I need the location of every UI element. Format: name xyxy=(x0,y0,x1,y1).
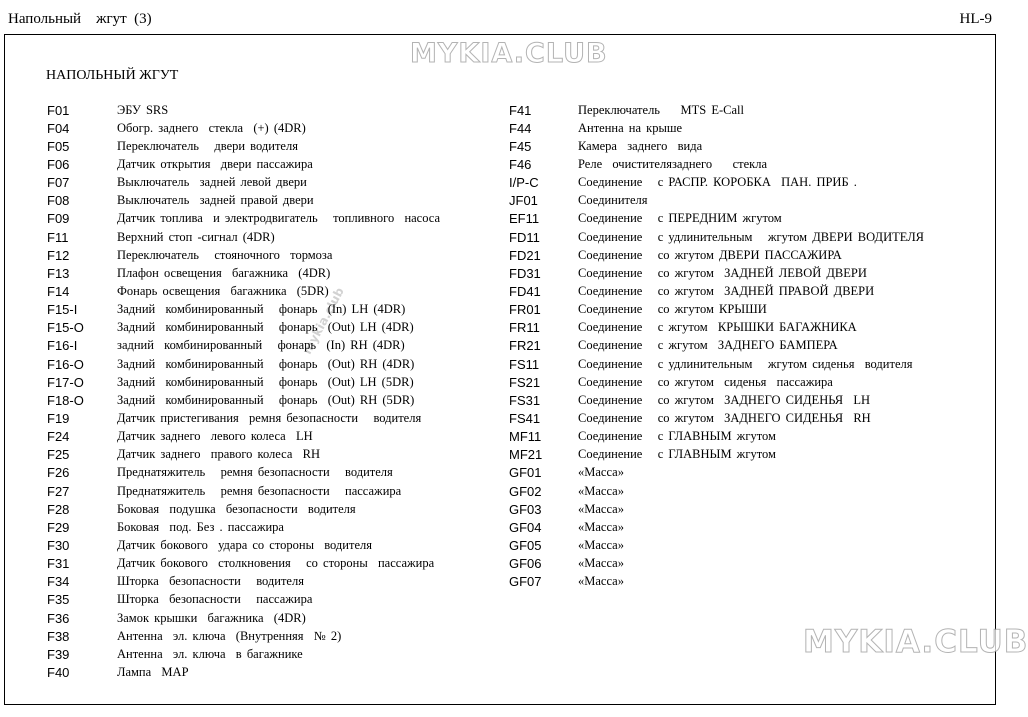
connector-row xyxy=(509,446,979,464)
connector-row xyxy=(509,282,979,300)
connector-description: «Масса» xyxy=(578,465,624,480)
connector-description: Датчик бокового столкновения со стороны пассажира xyxy=(117,556,435,571)
connector-row xyxy=(509,482,979,500)
connector-description: Реле очистителязаднего стекла xyxy=(578,156,768,171)
connector-description: «Масса» xyxy=(578,483,624,498)
connector-description: Соединение с жгутом ЗАДНЕГО БАМПЕРА xyxy=(578,338,838,353)
connector-row xyxy=(47,246,497,264)
connector-code: F36 xyxy=(47,610,70,626)
connector-description: Плафон освещения багажника (4DR) xyxy=(117,265,331,280)
connector-description: Шторка безопасности водителя xyxy=(117,574,304,589)
connector-code: GF07 xyxy=(509,574,542,590)
connector-description: Задний комбинированный фонарь (Out) RH (4DR) xyxy=(117,356,415,371)
connector-code: EF11 xyxy=(509,211,540,227)
connector-code: F17-O xyxy=(47,374,84,390)
connector-description: Боковая под. Без . пассажира xyxy=(117,519,284,534)
connector-code: F12 xyxy=(47,247,70,263)
connector-row xyxy=(47,555,497,573)
connector-description: Выключатель задней правой двери xyxy=(117,193,314,208)
connector-row xyxy=(47,319,497,337)
connector-code: F39 xyxy=(47,646,70,662)
connector-code: F07 xyxy=(47,175,70,191)
connector-row xyxy=(509,319,979,337)
connector-description: Задний комбинированный фонарь (Out) LH (5DR) xyxy=(117,374,414,389)
connector-description: Боковая подушка безопасности водителя xyxy=(117,501,356,516)
connector-row xyxy=(47,591,497,609)
connector-code: MF21 xyxy=(509,447,543,463)
watermark-diagonal: mykia.club xyxy=(300,285,347,357)
connector-code: FS11 xyxy=(509,356,540,372)
connector-code: FD11 xyxy=(509,229,540,245)
connector-description: Обогр. заднего стекла (+) (4DR) xyxy=(117,120,306,135)
connector-row xyxy=(47,500,497,518)
connector-code: F15-O xyxy=(47,320,84,336)
connector-row xyxy=(47,573,497,591)
page-header xyxy=(4,4,996,35)
left-connector-list xyxy=(47,101,497,682)
connector-row xyxy=(47,155,497,173)
connector-description: Выключатель задней левой двери xyxy=(117,175,307,190)
connector-row xyxy=(509,536,979,554)
connector-code: F26 xyxy=(47,465,70,481)
connector-code: GF06 xyxy=(509,556,542,572)
connector-description: Датчик заднего левого колеса LH xyxy=(117,429,313,444)
connector-row xyxy=(47,464,497,482)
connector-code: I/P-C xyxy=(509,175,539,191)
watermark-top: MYKIA.CLUB xyxy=(410,38,608,69)
connector-row xyxy=(509,228,979,246)
connector-description: Шторка безопасности пассажира xyxy=(117,592,313,607)
connector-code: GF03 xyxy=(509,501,542,517)
connector-row xyxy=(509,174,979,192)
connector-row xyxy=(509,500,979,518)
connector-description: задний комбинированный фонарь (In) RH (4DR) xyxy=(117,338,405,353)
connector-row xyxy=(509,555,979,573)
connector-code: F19 xyxy=(47,410,70,426)
connector-description: Датчик бокового удара со стороны водителя xyxy=(117,537,372,552)
connector-code: FR21 xyxy=(509,338,541,354)
connector-code: F16-I xyxy=(47,338,78,354)
connector-description: Соединение со жгутом ЗАДНЕГО СИДЕНЬЯ LH xyxy=(578,392,870,407)
connector-description: «Масса» xyxy=(578,501,624,516)
connector-row xyxy=(47,301,497,319)
connector-description: Переключатель MTS E-Call xyxy=(578,102,744,117)
watermark-bottom: MYKIA.CLUB xyxy=(803,624,1028,660)
connector-code: F25 xyxy=(47,447,70,463)
connector-description: Фонарь освещения багажника (5DR) xyxy=(117,283,329,298)
connector-row xyxy=(509,409,979,427)
connector-description: «Масса» xyxy=(578,537,624,552)
connector-code: F30 xyxy=(47,537,70,553)
connector-code: F06 xyxy=(47,156,70,172)
connector-description: Соединителя xyxy=(578,193,648,208)
connector-row xyxy=(47,609,497,627)
connector-description: Соединение с жгутом КРЫШКИ БАГАЖНИКА xyxy=(578,320,857,335)
connector-row xyxy=(47,428,497,446)
connector-code: F27 xyxy=(47,483,70,499)
connector-row xyxy=(47,645,497,663)
connector-description: Датчик пристегивания ремня безопасности водителя xyxy=(117,410,422,425)
connector-description: Соединение со жгутом ЗАДНЕЙ ПРАВОЙ ДВЕРИ xyxy=(578,283,875,298)
connector-row xyxy=(47,391,497,409)
connector-code: F08 xyxy=(47,193,70,209)
connector-code: F09 xyxy=(47,211,70,227)
section-title: НАПОЛЬНЫЙ ЖГУТ xyxy=(46,68,179,83)
connector-code: F35 xyxy=(47,592,70,608)
connector-description: Соединение со жгутом КРЫШИ xyxy=(578,302,767,317)
connector-code: F28 xyxy=(47,501,70,517)
connector-description: «Масса» xyxy=(578,519,624,534)
connector-code: GF04 xyxy=(509,519,542,535)
connector-row xyxy=(509,264,979,282)
right-connector-list xyxy=(509,101,979,591)
connector-row xyxy=(509,518,979,536)
connector-description: Датчик заднего правого колеса RH xyxy=(117,447,321,462)
connector-row xyxy=(509,464,979,482)
connector-row xyxy=(509,246,979,264)
connector-code: F04 xyxy=(47,120,70,136)
page-code: HL-9 xyxy=(959,11,992,27)
connector-row xyxy=(47,228,497,246)
connector-description: Переключатель стояночного тормоза xyxy=(117,247,333,262)
connector-code: F13 xyxy=(47,265,70,281)
connector-row xyxy=(47,264,497,282)
connector-row xyxy=(47,119,497,137)
connector-description: Камера заднего вида xyxy=(578,138,703,153)
connector-code: FR01 xyxy=(509,302,541,318)
connector-code: F45 xyxy=(509,138,532,154)
connector-row xyxy=(509,137,979,155)
connector-row xyxy=(509,301,979,319)
connector-row xyxy=(47,210,497,228)
connector-code: F15-I xyxy=(47,302,78,318)
connector-code: MF11 xyxy=(509,429,542,445)
connector-row xyxy=(47,174,497,192)
connector-row xyxy=(47,536,497,554)
connector-row xyxy=(47,192,497,210)
connector-description: Соединение с ГЛАВНЫМ жгутом xyxy=(578,447,776,462)
connector-description: Соединение с РАСПР. КОРОБКА ПАН. ПРИБ . xyxy=(578,175,857,190)
connector-row xyxy=(509,119,979,137)
connector-row xyxy=(509,210,979,228)
connector-code: GF05 xyxy=(509,537,542,553)
connector-description: Задний комбинированный фонарь (In) LH (4DR) xyxy=(117,302,406,317)
connector-row xyxy=(509,573,979,591)
connector-description: Соединение со жгутом ЗАДНЕЙ ЛЕВОЙ ДВЕРИ xyxy=(578,265,867,280)
connector-code: F14 xyxy=(47,283,70,299)
connector-description: Антенна на крыше xyxy=(578,120,683,135)
connector-code: F44 xyxy=(509,120,532,136)
connector-row xyxy=(47,137,497,155)
connector-row xyxy=(509,355,979,373)
connector-row xyxy=(47,101,497,119)
connector-description: «Масса» xyxy=(578,574,624,589)
connector-description: ЭБУ SRS xyxy=(117,102,169,117)
connector-code: F46 xyxy=(509,156,532,172)
connector-code: F38 xyxy=(47,628,70,644)
connector-code: F16-O xyxy=(47,356,84,372)
connector-code: FS21 xyxy=(509,374,541,390)
connector-row xyxy=(509,428,979,446)
connector-code: F18-O xyxy=(47,392,84,408)
connector-row xyxy=(509,155,979,173)
connector-row xyxy=(47,446,497,464)
connector-description: Замок крышки багажника (4DR) xyxy=(117,610,306,625)
page-title: Напольный жгут (3) xyxy=(8,11,152,27)
connector-code: GF02 xyxy=(509,483,542,499)
connector-description: Задний комбинированный фонарь (Out) LH (4DR) xyxy=(117,320,414,335)
connector-description: «Масса» xyxy=(578,556,624,571)
connector-row xyxy=(47,409,497,427)
connector-code: GF01 xyxy=(509,465,542,481)
connector-description: Преднатяжитель ремня безопасности водителя xyxy=(117,465,393,480)
connector-description: Соединение с удлинительным жгутом сиденья водителя xyxy=(578,356,913,371)
connector-code: F11 xyxy=(47,229,69,245)
connector-description: Верхний стоп -сигнал (4DR) xyxy=(117,229,275,244)
connector-code: FD41 xyxy=(509,283,541,299)
connector-description: Переключатель двери водителя xyxy=(117,138,298,153)
connector-code: FD21 xyxy=(509,247,541,263)
connector-description: Лампа MAP xyxy=(117,664,189,679)
connector-code: FD31 xyxy=(509,265,541,281)
connector-code: F41 xyxy=(509,102,532,118)
connector-code: F31 xyxy=(47,556,70,572)
connector-row xyxy=(509,192,979,210)
connector-code: FR11 xyxy=(509,320,540,336)
connector-description: Задний комбинированный фонарь (Out) RH (5DR) xyxy=(117,392,415,407)
connector-row xyxy=(47,482,497,500)
connector-row xyxy=(509,373,979,391)
connector-description: Антенна эл. ключа (Внутренняя № 2) xyxy=(117,628,342,643)
connector-description: Соединение со жгутом сиденья пассажира xyxy=(578,374,833,389)
connector-code: F29 xyxy=(47,519,70,535)
connector-row xyxy=(47,337,497,355)
connector-description: Соединение с ГЛАВНЫМ жгутом xyxy=(578,429,776,444)
connector-row xyxy=(509,337,979,355)
connector-row xyxy=(47,627,497,645)
connector-code: JF01 xyxy=(509,193,538,209)
connector-description: Датчик топлива и электродвигатель топливного насоса xyxy=(117,211,441,226)
connector-row xyxy=(47,663,497,681)
connector-description: Датчик открытия двери пассажира xyxy=(117,156,313,171)
connector-code: F05 xyxy=(47,138,70,154)
connector-row xyxy=(47,355,497,373)
connector-description: Антенна эл. ключа в багажнике xyxy=(117,646,303,661)
connector-description: Соединение со жгутом ДВЕРИ ПАССАЖИРА xyxy=(578,247,842,262)
connector-code: FS41 xyxy=(509,410,541,426)
connector-description: Соединение с удлинительным жгутом ДВЕРИ ВОДИТЕЛЯ xyxy=(578,229,925,244)
connector-code: F01 xyxy=(47,102,70,118)
connector-row xyxy=(47,282,497,300)
connector-row xyxy=(509,101,979,119)
connector-code: F34 xyxy=(47,574,70,590)
connector-code: F40 xyxy=(47,664,70,680)
connector-description: Преднатяжитель ремня безопасности пассажира xyxy=(117,483,402,498)
connector-row xyxy=(47,518,497,536)
connector-code: FS31 xyxy=(509,392,541,408)
connector-row xyxy=(47,373,497,391)
connector-row xyxy=(509,391,979,409)
connector-description: Соединение со жгутом ЗАДНЕГО СИДЕНЬЯ RH xyxy=(578,410,871,425)
connector-code: F24 xyxy=(47,429,70,445)
connector-description: Соединение с ПЕРЕДНИМ жгутом xyxy=(578,211,782,226)
